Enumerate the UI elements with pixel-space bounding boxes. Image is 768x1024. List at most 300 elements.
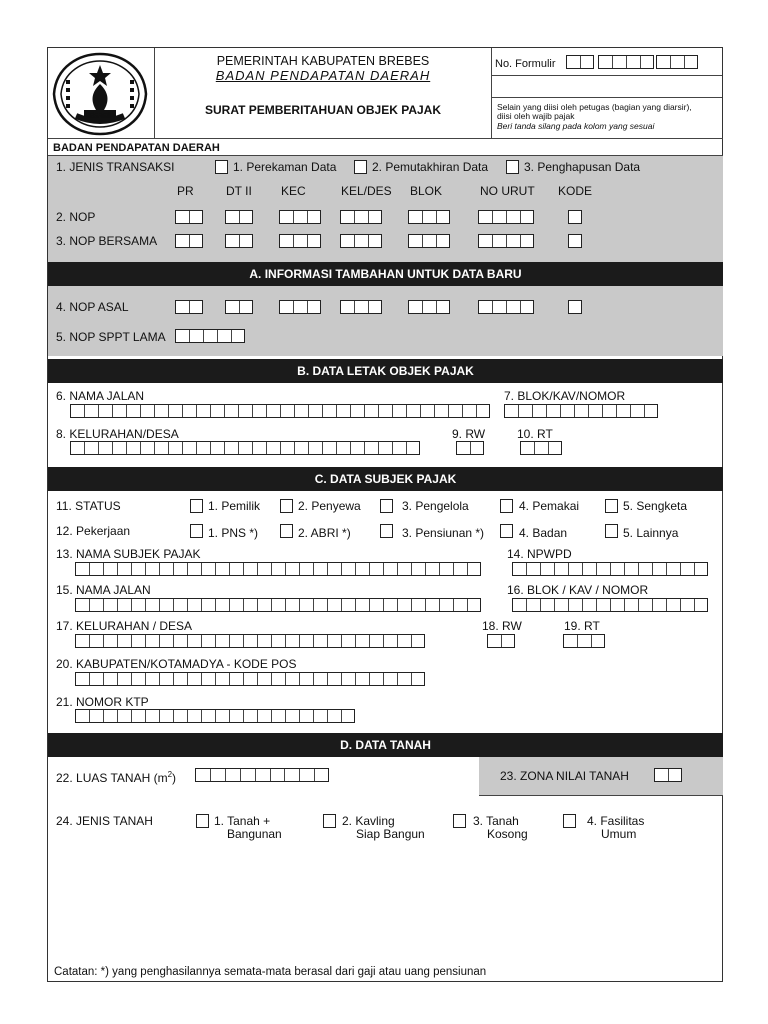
cell-divider (411, 599, 412, 611)
cell-divider (422, 235, 423, 247)
cell-divider (229, 563, 230, 575)
cell-divider (526, 563, 527, 575)
cell-divider (117, 563, 118, 575)
cell-divider (548, 442, 549, 454)
cell-divider (327, 599, 328, 611)
nama-subjek-box[interactable] (75, 562, 481, 576)
cell-divider (383, 599, 384, 611)
cell-divider (354, 235, 355, 247)
cell-divider (322, 442, 323, 454)
cell-divider (257, 563, 258, 575)
cell-divider (168, 405, 169, 417)
nop-no-urut-box[interactable] (478, 210, 534, 224)
nop-dt2-box[interactable] (225, 210, 253, 224)
cell-divider (112, 442, 113, 454)
cell-divider (98, 442, 99, 454)
cell-divider (434, 405, 435, 417)
cell-divider (271, 710, 272, 722)
cell-divider (602, 405, 603, 417)
nop-asal-dt2-box[interactable] (225, 300, 253, 314)
cell-divider (406, 442, 407, 454)
nop-blok-box[interactable] (408, 210, 450, 224)
cell-divider (243, 563, 244, 575)
cell-divider (173, 563, 174, 575)
checkbox-pemilik[interactable] (190, 499, 203, 513)
nop-keldes-box[interactable] (340, 210, 382, 224)
cell-divider (308, 442, 309, 454)
subjek-rw-box[interactable] (487, 634, 515, 648)
checkbox-pengelola[interactable] (380, 499, 393, 513)
cell-divider (582, 599, 583, 611)
nama-subjek-label: 13. NAMA SUBJEK PAJAK (56, 547, 201, 561)
header-note-1: Selain yang diisi oleh petugas (bagian yang diarsir), (497, 102, 692, 112)
subjek-rt-box[interactable] (563, 634, 605, 648)
cell-divider (229, 673, 230, 685)
cell-divider (293, 211, 294, 223)
cell-divider (117, 710, 118, 722)
ktp-label: 21. NOMOR KTP (56, 695, 149, 709)
subjek-rw-label: 18. RW (482, 619, 522, 633)
rw-box[interactable] (456, 441, 484, 455)
cell-divider (313, 710, 314, 722)
cell-divider (89, 673, 90, 685)
cell-divider (145, 563, 146, 575)
cell-divider (582, 563, 583, 575)
cell-divider (239, 235, 240, 247)
subjek-nama-jalan-box[interactable] (75, 598, 481, 612)
cell-divider (257, 599, 258, 611)
cell-divider (252, 405, 253, 417)
cell-divider (369, 599, 370, 611)
cell-divider (420, 405, 421, 417)
cell-divider (492, 301, 493, 313)
cell-divider (140, 442, 141, 454)
jenis-fasilitas-1: 4. Fasilitas (587, 814, 645, 828)
cell-divider (364, 442, 365, 454)
cell-divider (243, 673, 244, 685)
cell-divider (574, 405, 575, 417)
cell-divider (131, 599, 132, 611)
section-d-header: D. DATA TANAH (48, 733, 723, 757)
checkbox-penghapusan[interactable] (506, 160, 519, 174)
cell-divider (131, 563, 132, 575)
cell-divider (112, 405, 113, 417)
cell-divider (355, 635, 356, 647)
cell-divider (355, 563, 356, 575)
cell-divider (187, 710, 188, 722)
blok-kav-box[interactable] (504, 404, 658, 418)
cell-divider (397, 635, 398, 647)
cell-divider (215, 635, 216, 647)
checkbox-kavling[interactable] (323, 814, 336, 828)
logo (50, 50, 150, 138)
cell-divider (392, 442, 393, 454)
cell-divider (215, 673, 216, 685)
cell-divider (624, 563, 625, 575)
nop-bersama-label: 3. NOP BERSAMA (56, 234, 158, 248)
header-agency: BADAN PENDAPATAN DAERAH (215, 68, 431, 83)
cell-divider (596, 599, 597, 611)
cell-divider (383, 563, 384, 575)
cell-divider (568, 599, 569, 611)
cell-divider (411, 635, 412, 647)
cell-divider (439, 563, 440, 575)
cell-divider (368, 211, 369, 223)
section-a-header: A. INFORMASI TAMBAHAN UNTUK DATA BARU (48, 262, 723, 286)
cell-divider (336, 442, 337, 454)
cell-divider (383, 673, 384, 685)
kelurahan-box[interactable] (70, 441, 420, 455)
jenis-kavling-1: 2. Kavling (342, 814, 395, 828)
pekerjaan-pensiunan: 3. Pensiunan *) (402, 526, 485, 540)
nop-bersama-keldes-box[interactable] (340, 234, 382, 248)
status-pemakai: 4. Pemakai (519, 499, 580, 513)
cell-divider (453, 563, 454, 575)
jenis-tanah-label: 24. JENIS TANAH (56, 814, 153, 828)
cell-divider (425, 563, 426, 575)
cell-divider (284, 769, 285, 781)
status-sengketa: 5. Sengketa (623, 499, 688, 513)
cell-divider (624, 599, 625, 611)
cell-divider (103, 710, 104, 722)
cell-divider (229, 635, 230, 647)
cell-divider (224, 442, 225, 454)
cell-divider (518, 405, 519, 417)
cell-divider (201, 635, 202, 647)
nop-asal-keldes-box[interactable] (340, 300, 382, 314)
cell-divider (476, 405, 477, 417)
cell-divider (299, 769, 300, 781)
checkbox-tanah-kosong[interactable] (453, 814, 466, 828)
nop-bersama-kode-box[interactable] (568, 234, 582, 248)
cell-divider (341, 599, 342, 611)
luas-tanah-label (56, 768, 176, 785)
cell-divider (666, 563, 667, 575)
nop-asal-kec-box[interactable] (279, 300, 321, 314)
cell-divider (470, 442, 471, 454)
cell-divider (159, 599, 160, 611)
checkbox-penyewa[interactable] (280, 499, 293, 513)
cell-divider (327, 563, 328, 575)
checkbox-pns[interactable] (190, 524, 203, 538)
ktp-box[interactable] (75, 709, 355, 723)
jenis-kavling-2: Siap Bangun (356, 827, 425, 841)
cell-divider (131, 635, 132, 647)
cell-divider (368, 301, 369, 313)
cell-divider (616, 405, 617, 417)
cell-divider (422, 211, 423, 223)
cell-divider (299, 635, 300, 647)
cell-divider (168, 442, 169, 454)
cell-divider (159, 710, 160, 722)
cell-divider (546, 405, 547, 417)
cell-divider (145, 673, 146, 685)
cell-divider (568, 563, 569, 575)
cell-divider (666, 599, 667, 611)
cell-divider (145, 710, 146, 722)
cell-divider (307, 301, 308, 313)
col-no-urut: NO URUT (480, 184, 535, 198)
cell-divider (354, 211, 355, 223)
cell-divider (694, 563, 695, 575)
cell-divider (322, 405, 323, 417)
cell-divider (392, 405, 393, 417)
cell-divider (520, 235, 521, 247)
cell-divider (520, 301, 521, 313)
cell-divider (189, 235, 190, 247)
cell-divider (540, 599, 541, 611)
cell-divider (369, 563, 370, 575)
cell-divider (173, 710, 174, 722)
header-note-3: Beri tanda silang pada kolom yang sesuai (497, 121, 655, 131)
nop-bersama-pr-box[interactable] (175, 234, 203, 248)
cell-divider (630, 405, 631, 417)
cell-divider (187, 673, 188, 685)
cell-divider (294, 442, 295, 454)
cell-divider (397, 599, 398, 611)
cell-divider (299, 599, 300, 611)
cell-divider (534, 442, 535, 454)
checkbox-pemutakhiran[interactable] (354, 160, 367, 174)
nop-sppt-lama-box[interactable] (175, 329, 245, 343)
cell-divider (610, 563, 611, 575)
cell-divider (285, 673, 286, 685)
cell-divider (378, 442, 379, 454)
section-b-header: B. DATA LETAK OBJEK PAJAK (48, 359, 723, 383)
cell-divider (117, 673, 118, 685)
cell-divider (644, 405, 645, 417)
cell-divider (159, 635, 160, 647)
cell-divider (501, 635, 502, 647)
cell-divider (299, 710, 300, 722)
cell-divider (103, 563, 104, 575)
subjek-blok-box[interactable] (512, 598, 708, 612)
nop-sppt-lama-label: 5. NOP SPPT LAMA (56, 330, 166, 344)
cell-divider (89, 710, 90, 722)
rt-box[interactable] (520, 441, 562, 455)
cell-divider (271, 635, 272, 647)
cell-divider (422, 301, 423, 313)
cell-divider (210, 442, 211, 454)
cell-divider (694, 599, 695, 611)
cell-divider (308, 405, 309, 417)
cell-divider (448, 405, 449, 417)
subjek-rt-label: 19. RT (564, 619, 600, 633)
nop-bersama-kec-box[interactable] (279, 234, 321, 248)
checkbox-tanah-bangunan[interactable] (196, 814, 209, 828)
col-pr: PR (177, 184, 194, 198)
nop-asal-pr-box[interactable] (175, 300, 203, 314)
cell-divider (532, 405, 533, 417)
cell-divider (182, 442, 183, 454)
cell-divider (201, 673, 202, 685)
cell-divider (270, 769, 271, 781)
cell-divider (238, 442, 239, 454)
checkbox-pensiunan[interactable] (380, 524, 393, 538)
checkbox-fasilitas-umum[interactable] (563, 814, 576, 828)
nop-kode-box[interactable] (568, 210, 582, 224)
nop-asal-kode-box[interactable] (568, 300, 582, 314)
cell-divider (173, 635, 174, 647)
cell-divider (299, 673, 300, 685)
cell-divider (411, 673, 412, 685)
nop-bersama-dt2-box[interactable] (225, 234, 253, 248)
kabupaten-box[interactable] (75, 672, 425, 686)
cell-divider (131, 673, 132, 685)
kabupaten-label: 20. KABUPATEN/KOTAMADYA - KODE POS (56, 657, 297, 671)
col-dt2: DT II (226, 184, 252, 198)
cell-divider (506, 235, 507, 247)
checkbox-lainnya[interactable] (605, 524, 618, 538)
section-a-shaded-area (48, 286, 723, 356)
cell-divider (210, 769, 211, 781)
cell-divider (187, 563, 188, 575)
cell-divider (540, 563, 541, 575)
subjek-nama-jalan-label: 15. NAMA JALAN (56, 583, 151, 597)
cell-divider (126, 442, 127, 454)
checkbox-badan[interactable] (500, 524, 513, 538)
pekerjaan-lainnya: 5. Lainnya (623, 526, 679, 540)
cell-divider (652, 563, 653, 575)
cell-divider (397, 563, 398, 575)
cell-divider (591, 635, 592, 647)
luas-tanah-box[interactable] (195, 768, 329, 782)
cell-divider (341, 635, 342, 647)
header-title: SURAT PEMBERITAHUAN OBJEK PAJAK (204, 103, 441, 117)
jenis-tanah-bangunan-1: 1. Tanah + (214, 814, 271, 828)
subjek-kelurahan-box[interactable] (75, 634, 425, 648)
npwpd-box[interactable] (512, 562, 708, 576)
subjek-blok-label: 16. BLOK / KAV / NOMOR (507, 583, 649, 597)
cell-divider (506, 301, 507, 313)
cell-divider (313, 599, 314, 611)
footer-catatan: Catatan: *) yang penghasilannya semata-mata berasal dari gaji atau uang pensiunan (54, 966, 487, 978)
npwpd-label: 14. NPWPD (507, 547, 572, 561)
cell-divider (355, 599, 356, 611)
col-blok: BLOK (410, 184, 443, 198)
cell-divider (436, 211, 437, 223)
cell-divider (327, 673, 328, 685)
logo-text: BREBES (86, 113, 112, 119)
nop-bersama-blok-box[interactable] (408, 234, 450, 248)
nop-asal-blok-box[interactable] (408, 300, 450, 314)
nop-bersama-no-urut-box[interactable] (478, 234, 534, 248)
cell-divider (84, 405, 85, 417)
cell-divider (369, 673, 370, 685)
cell-divider (307, 235, 308, 247)
status-label: 11. STATUS (56, 499, 121, 513)
cell-divider (350, 405, 351, 417)
cell-divider (280, 442, 281, 454)
jenis-transaksi-label: 1. JENIS TRANSAKSI (56, 160, 175, 174)
cell-divider (271, 599, 272, 611)
cell-divider (285, 635, 286, 647)
section-c-header: C. DATA SUBJEK PAJAK (48, 467, 723, 491)
luas-tanah-sup: 2 (167, 770, 173, 779)
cell-divider (187, 635, 188, 647)
cell-divider (577, 635, 578, 647)
cell-divider (406, 405, 407, 417)
luas-tanah-close: ) (172, 771, 177, 785)
nop-pr-box[interactable] (175, 210, 203, 224)
cell-divider (520, 211, 521, 223)
cell-divider (266, 442, 267, 454)
cell-divider (425, 599, 426, 611)
cell-divider (680, 599, 681, 611)
cell-divider (280, 405, 281, 417)
cell-divider (588, 405, 589, 417)
nop-kec-box[interactable] (279, 210, 321, 224)
cell-divider (159, 563, 160, 575)
cell-divider (638, 563, 639, 575)
cell-divider (341, 673, 342, 685)
cell-divider (210, 405, 211, 417)
cell-divider (383, 635, 384, 647)
cell-divider (314, 769, 315, 781)
cell-divider (225, 769, 226, 781)
checkbox-perekaman[interactable] (215, 160, 228, 174)
cell-divider (680, 563, 681, 575)
cell-divider (89, 563, 90, 575)
nama-jalan-box[interactable] (70, 404, 490, 418)
cell-divider (271, 673, 272, 685)
subjek-kelurahan-label: 17. KELURAHAN / DESA (56, 619, 193, 633)
option-perekaman: 1. Perekaman Data (233, 160, 337, 174)
jenis-tanah-bangunan-2: Bangunan (227, 827, 282, 841)
col-kode: KODE (558, 184, 593, 198)
cell-divider (243, 599, 244, 611)
cell-divider (560, 405, 561, 417)
checkbox-sengketa[interactable] (605, 499, 618, 513)
cell-divider (467, 563, 468, 575)
cell-divider (173, 673, 174, 685)
nop-asal-no-urut-box[interactable] (478, 300, 534, 314)
cell-divider (327, 710, 328, 722)
cell-divider (215, 599, 216, 611)
header-gov: PEMERINTAH KABUPATEN BREBES (216, 54, 430, 68)
form-number-label: No. Formulir (495, 58, 556, 70)
cell-divider (596, 563, 597, 575)
cell-divider (215, 563, 216, 575)
pekerjaan-badan: 4. Badan (519, 526, 568, 540)
cell-divider (238, 405, 239, 417)
zona-nilai-label: 23. ZONA NILAI TANAH (500, 769, 629, 783)
cell-divider (293, 235, 294, 247)
checkbox-pemakai[interactable] (500, 499, 513, 513)
cell-divider (436, 235, 437, 247)
cell-divider (293, 301, 294, 313)
cell-divider (229, 710, 230, 722)
cell-divider (411, 563, 412, 575)
cell-divider (610, 599, 611, 611)
cell-divider (126, 405, 127, 417)
jenis-fasilitas-2: Umum (601, 827, 637, 841)
cell-divider (341, 563, 342, 575)
cell-divider (285, 599, 286, 611)
agency-section-title: BADAN PENDAPATAN DAERAH (53, 142, 220, 154)
cell-divider (243, 635, 244, 647)
nop-label: 2. NOP (56, 210, 96, 224)
form-number-box-3[interactable] (656, 55, 698, 69)
cell-divider (368, 235, 369, 247)
cell-divider (299, 563, 300, 575)
cell-divider (554, 599, 555, 611)
cell-divider (285, 710, 286, 722)
cell-divider (378, 405, 379, 417)
cell-divider (239, 211, 240, 223)
checkbox-abri[interactable] (280, 524, 293, 538)
cell-divider (257, 673, 258, 685)
